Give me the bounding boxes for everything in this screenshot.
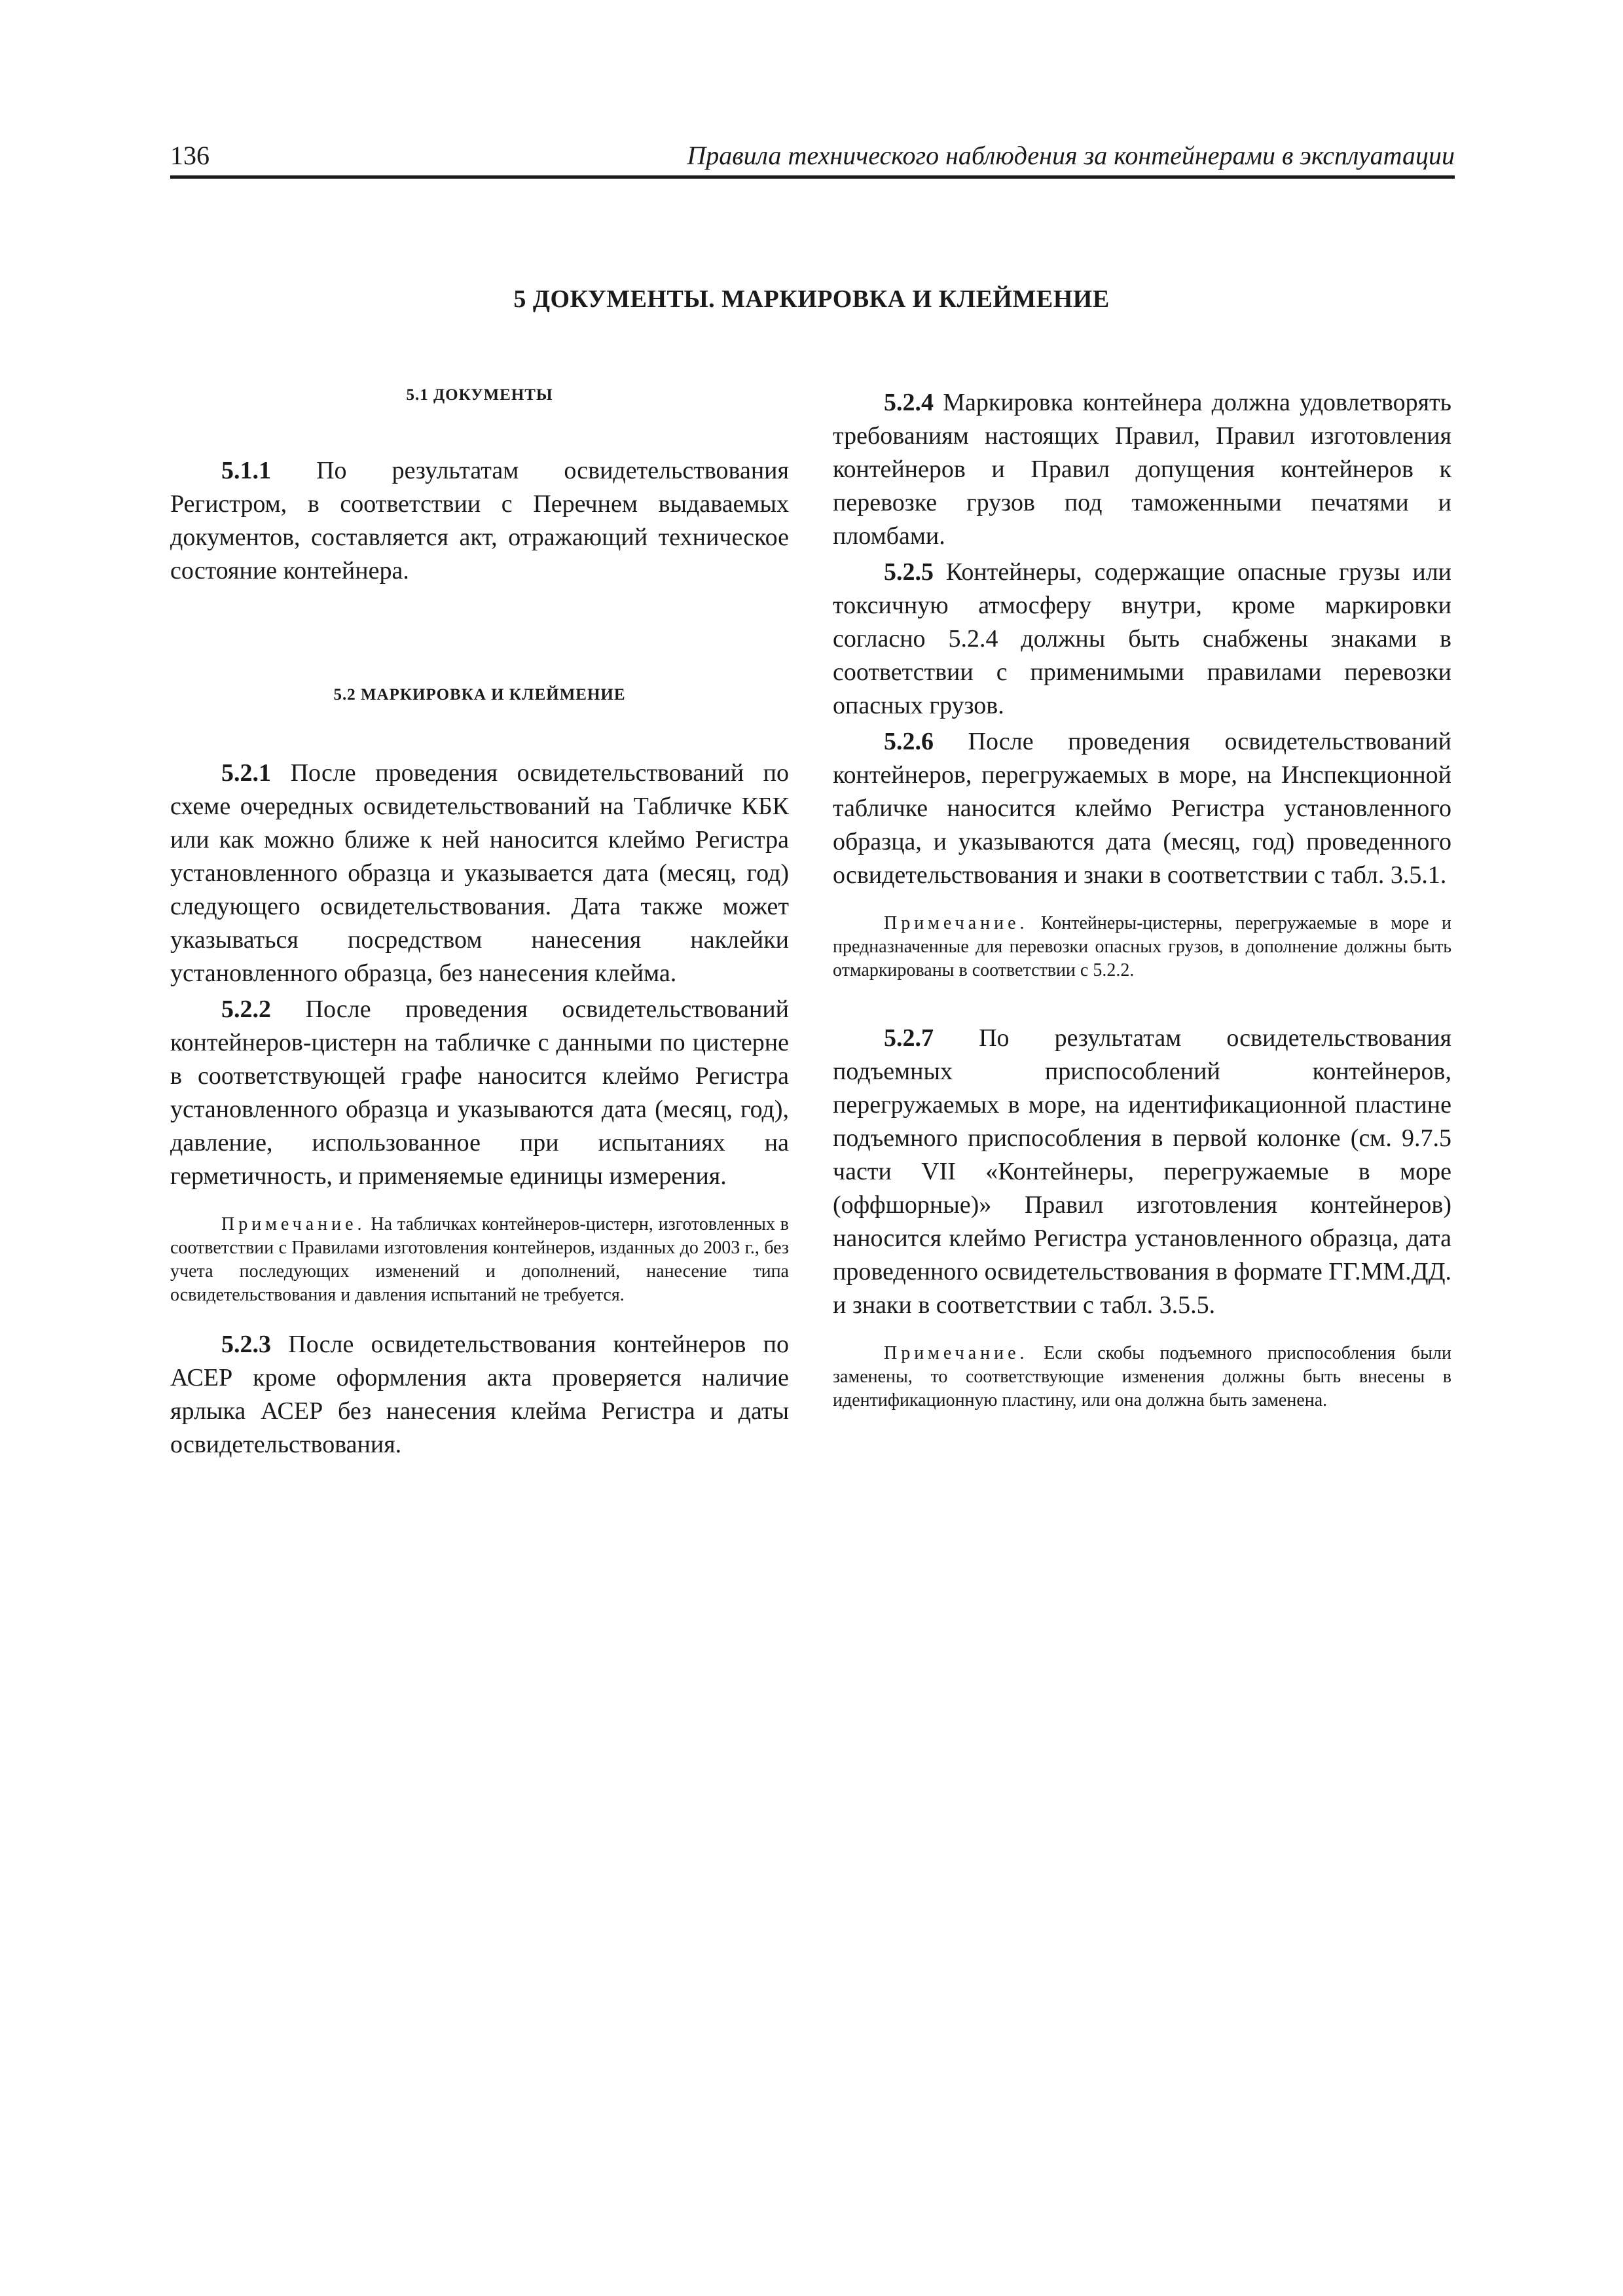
clause-number: 5.2.5 bbox=[884, 558, 934, 586]
running-header bbox=[170, 143, 1455, 169]
header-rule bbox=[170, 175, 1455, 179]
paragraph-5-2-5 bbox=[833, 556, 1451, 723]
paragraph-text: По результатам освидетельствования Регистром, в соответствии с Перечнем выдаваемых документов, составляется акт, отражающий техническое состояние контейнера. bbox=[170, 457, 789, 584]
note-text: Если скобы подъемного приспособления были заменены, то соответствующие изменения должны быть внесены в идентификационную пластину, или она должна быть заменена. bbox=[833, 1343, 1452, 1410]
paragraph-5-2-7 bbox=[833, 1022, 1451, 1322]
clause-number: 5.2.7 bbox=[884, 1024, 934, 1052]
note-text: На табличках контейнеров-цистерн, изготовленных в соответствии с Правилами изготовления контейнеров, изданных до 2003 г., без учета последующих изменений и дополнений, нанесение типа освидетельствования и давления испытаний не требуется. bbox=[170, 1214, 790, 1305]
paragraph-text: После проведения освидетельствований контейнеров-цистерн на табличке с данными по цистерне в соответствующей графе наносится клеймо Регистра установленного образца и указываются дата (месяц, год), давление, использованное при испытаниях на герметичность, и применяемые единицы измерения. bbox=[170, 996, 790, 1190]
running-title: Правила технического наблюдения за контейнерами в эксплуатации bbox=[687, 141, 1455, 170]
paragraph-text: Контейнеры, содержащие опасные грузы или токсичную атмосферу внутри, кроме маркировки согласно 5.2.4 должны быть снабжены знаками в соответствии с применимыми правилами перевозки опасных грузов. bbox=[833, 558, 1452, 719]
left-column bbox=[170, 386, 789, 1462]
note-5-2-2 bbox=[170, 1213, 789, 1307]
clause-number: 5.2.1 bbox=[221, 759, 271, 787]
note-text: Контейнеры-цистерны, перегружаемые в море и предназначенные для перевозки опасных грузов, в дополнение должны быть отмаркированы в соответствии с 5.2.2. bbox=[833, 913, 1451, 980]
right-column bbox=[833, 386, 1451, 1412]
section-heading-5-1: 5.1 ДОКУМЕНТЫ bbox=[406, 386, 553, 404]
clause-number: 5.1.1 bbox=[221, 457, 271, 484]
paragraph-5-2-2 bbox=[170, 993, 789, 1193]
paragraph-5-2-3 bbox=[170, 1328, 789, 1462]
note-label: Примечание. bbox=[884, 913, 1029, 933]
note-5-2-6 bbox=[833, 912, 1451, 982]
paragraph-text: По результатам освидетельствования подъемных приспособлений контейнеров, перегружаемых в море, на идентификационной пластине подъемного приспособления в первой колонке (см. 9.7.5 части VII «Контейнеры, перегружаемые в море (оффшорные)» Правил изготовления контейнеров) наносится клеймо Регистра установленного образца, дата проведенного освидетельствования в формате ГГ.ММ.ДД. и знаки в соответствии с табл. 3.5.5. bbox=[833, 1024, 1451, 1319]
note-label: Примечание. bbox=[221, 1214, 366, 1234]
paragraph-5-2-4 bbox=[833, 386, 1451, 553]
paragraph-text: После освидетельствования контейнеров по АСЕР кроме оформления акта проверяется наличие ярлыка АСЕР без нанесения клейма Регистра и даты освидетельствования. bbox=[170, 1331, 790, 1458]
page-number: 136 bbox=[170, 141, 210, 170]
paragraph-5-2-6 bbox=[833, 725, 1451, 892]
note-label: Примечание. bbox=[884, 1343, 1029, 1363]
clause-number: 5.2.4 bbox=[884, 389, 934, 416]
paragraph-5-1-1 bbox=[170, 454, 789, 588]
paragraph-5-2-1 bbox=[170, 757, 789, 990]
clause-number: 5.2.3 bbox=[221, 1331, 271, 1358]
paragraph-text: Маркировка контейнера должна удовлетворять требованиям настоящих Правил, Правил изготовления контейнеров и Правил допущения контейнеров к перевозке грузов под таможенными печатями и пломбами. bbox=[833, 389, 1451, 550]
clause-number: 5.2.2 bbox=[221, 996, 271, 1023]
section-heading-5-2: 5.2 МАРКИРОВКА И КЛЕЙМЕНИЕ bbox=[333, 686, 626, 704]
paragraph-text: После проведения освидетельствований контейнеров, перегружаемых в море, на Инспекционной табличке наносится клеймо Регистра установленного образца, и указываются дата (месяц, год) проведенного освидетельствования и знаки в соответствии с табл. 3.5.1. bbox=[833, 728, 1452, 889]
paragraph-text: После проведения освидетельствований по схеме очередных освидетельствований на Табличке КБК или как можно ближе к ней наносится клеймо Регистра установленного образца и указывается дата (месяц, год) следующего освидетельствования. Дата также может указываться посредством нанесения наклейки установленного образца, без нанесения клейма. bbox=[170, 759, 790, 987]
chapter-title: 5 ДОКУМЕНТЫ. МАРКИРОВКА И КЛЕЙМЕНИЕ bbox=[513, 285, 1110, 313]
clause-number: 5.2.6 bbox=[884, 728, 934, 755]
note-5-2-7 bbox=[833, 1342, 1451, 1412]
